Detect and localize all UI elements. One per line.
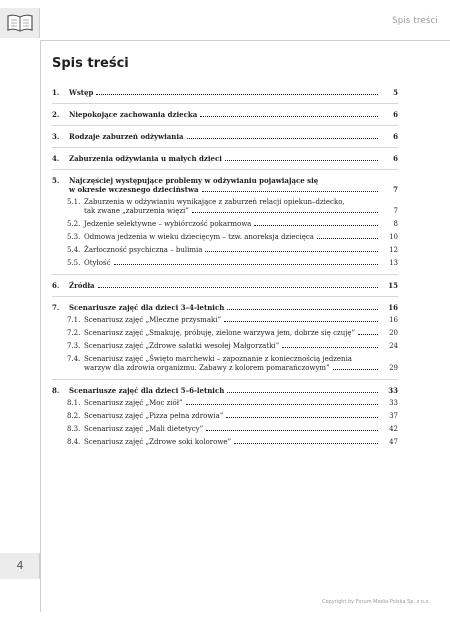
toc-entry-5[interactable]: [52, 176, 398, 185]
leader-dots: [192, 212, 378, 213]
toc-page: 7: [393, 185, 398, 194]
toc-entry-5-1[interactable]: [52, 198, 398, 207]
toc-number: 3.: [52, 132, 60, 141]
toc-number: 8.: [52, 386, 60, 395]
toc-number: 2.: [52, 110, 60, 119]
leader-dots: [317, 238, 378, 239]
leader-dots: [186, 404, 378, 405]
leader-dots: [254, 225, 378, 226]
page-number-box: [0, 553, 40, 579]
toc-number: 5.1.: [67, 198, 81, 206]
toc-title: Scenariusze zajęć dla dzieci 5–6-letnich: [69, 386, 225, 395]
section-divider: [52, 274, 398, 275]
running-head: Spis treści: [392, 16, 438, 26]
toc-title: Wstęp: [69, 88, 94, 97]
toc-page: 10: [389, 233, 398, 241]
toc-number: 6.: [52, 281, 60, 290]
leader-dots: [205, 251, 378, 252]
toc-entry-7-1[interactable]: [52, 316, 398, 325]
leader-dots: [187, 138, 378, 139]
toc-entry-5-5[interactable]: [52, 259, 398, 268]
toc-number: 7.: [52, 303, 60, 312]
leader-dots: [96, 94, 378, 95]
book-icon-box: [0, 8, 40, 38]
header-divider: [40, 40, 450, 41]
toc-title-line-2: w okresie wczesnego dzieciństwa: [69, 185, 199, 194]
section-divider: [52, 296, 398, 297]
toc-entry-5-2[interactable]: [52, 220, 398, 229]
toc-entry-5-continued[interactable]: [52, 185, 398, 194]
toc-number: 8.2.: [67, 412, 81, 420]
toc-number: 5.: [52, 176, 60, 185]
leader-dots: [227, 392, 378, 393]
toc-entry-7[interactable]: [52, 303, 398, 312]
toc-page: 8: [393, 220, 398, 228]
toc-entry-6[interactable]: [52, 281, 398, 290]
toc-title-line-1: Zaburzenia w odżywianiu wynikające z zaburzeń relacji opiekun–dziecko,: [84, 198, 345, 206]
toc-entry-7-4[interactable]: [52, 355, 398, 364]
section-divider: [52, 147, 398, 148]
leader-dots: [333, 369, 378, 370]
leader-dots: [226, 417, 378, 418]
toc-title: Scenariusz zajęć „Moc ziół”: [84, 399, 183, 407]
leader-dots: [206, 430, 378, 431]
toc-entry-8[interactable]: [52, 386, 398, 395]
toc-page: 20: [389, 329, 398, 337]
toc-title: Odmowa jedzenia w wieku dziecięcym – tzw. anoreksja dziecięca: [84, 233, 314, 241]
margin-rule: [40, 40, 41, 612]
toc-page: 33: [389, 399, 398, 407]
toc-number: 8.4.: [67, 438, 81, 446]
toc-page: 16: [389, 316, 398, 324]
page-header: [0, 0, 450, 42]
toc-title: Rodzaje zaburzeń odżywiania: [69, 132, 184, 141]
toc-entry-1[interactable]: [52, 88, 398, 97]
leader-dots: [227, 309, 378, 310]
toc-title-line-1: Najczęściej występujące problemy w odżywianiu pojawiające się: [69, 176, 319, 185]
leader-dots: [200, 116, 378, 117]
toc-page: 37: [389, 412, 398, 420]
toc-number: 7.2.: [67, 329, 81, 337]
page-title: Spis treści: [52, 56, 129, 71]
toc-page: 12: [389, 246, 398, 254]
toc-number: 5.2.: [67, 220, 81, 228]
toc-title-line-2: tak zwane „zaburzenia więzi”: [84, 207, 189, 215]
toc-title: Scenariusz zajęć „Mleczne przysmaki”: [84, 316, 222, 324]
toc-title: Scenariusz zajęć „Zdrowe soki kolorowe”: [84, 438, 232, 446]
leader-dots: [224, 321, 378, 322]
toc-title: Scenariusz zajęć „Pizza pełna zdrowia”: [84, 412, 224, 420]
toc-entry-2[interactable]: [52, 110, 398, 119]
leader-dots: [225, 160, 378, 161]
toc-page: 6: [393, 110, 398, 119]
toc-number: 1.: [52, 88, 60, 97]
toc-entry-8-2[interactable]: [52, 412, 398, 421]
toc-page: 24: [389, 342, 398, 350]
toc-title: Scenariusz zajęć „Smakuję, próbuję, zielone warzywa jem, dobrze się czuję”: [84, 329, 356, 337]
page-number: 4: [16, 559, 24, 572]
toc-page: 5: [393, 88, 398, 97]
toc-page: 6: [393, 154, 398, 163]
section-divider: [52, 103, 398, 104]
toc-page: 7: [393, 207, 398, 215]
toc-entry-8-4[interactable]: [52, 438, 398, 447]
toc-page: 15: [388, 281, 398, 290]
toc-entry-5-3[interactable]: [52, 233, 398, 242]
toc-entry-7-3[interactable]: [52, 342, 398, 351]
toc-page: 16: [388, 303, 398, 312]
toc-number: 7.3.: [67, 342, 81, 350]
toc-entry-7-2[interactable]: [52, 329, 398, 338]
table-of-contents: [52, 88, 398, 447]
toc-title: Źródła: [69, 281, 95, 290]
toc-entry-3[interactable]: [52, 132, 398, 141]
toc-page: 29: [389, 364, 398, 372]
leader-dots: [282, 347, 378, 348]
toc-title: Żarłoczność psychiczna – bulimia: [84, 246, 203, 254]
leader-dots: [234, 443, 378, 444]
toc-entry-7-4-continued[interactable]: [52, 364, 398, 373]
toc-page: 42: [389, 425, 398, 433]
toc-page: 6: [393, 132, 398, 141]
toc-title-line-1: Scenariusz zajęć „Święto marchewki – zapoznanie z koniecznością jedzenia: [84, 355, 352, 363]
leader-dots: [358, 334, 378, 335]
toc-number: 7.4.: [67, 355, 81, 363]
toc-title: Jedzenie selektywne – wybiórczość pokarmowa: [84, 220, 252, 228]
toc-page: 47: [389, 438, 398, 446]
copyright-notice: Copyright by Forum Media Polska Sp. z o.o.: [321, 599, 430, 605]
section-divider: [52, 125, 398, 126]
toc-title: Scenariusz zajęć „Mali dietetycy”: [84, 425, 204, 433]
open-book-icon: [6, 13, 34, 33]
toc-number: 8.1.: [67, 399, 81, 407]
toc-number: 4.: [52, 154, 60, 163]
toc-number: 8.3.: [67, 425, 81, 433]
toc-title: Scenariusze zajęć dla dzieci 3–4-letnich: [69, 303, 225, 312]
toc-entry-5-4[interactable]: [52, 246, 398, 255]
toc-entry-8-1[interactable]: [52, 399, 398, 408]
toc-title-line-2: warzyw dla zdrowia organizmu. Zabawy z kolorem pomarańczowym”: [84, 364, 330, 372]
toc-number: 5.3.: [67, 233, 81, 241]
toc-number: 7.1.: [67, 316, 81, 324]
toc-number: 5.5.: [67, 259, 81, 267]
toc-page: 13: [389, 259, 398, 267]
leader-dots: [114, 264, 378, 265]
section-divider: [52, 379, 398, 380]
section-divider: [52, 169, 398, 170]
toc-title: Otyłość: [84, 259, 111, 267]
toc-entry-4[interactable]: [52, 154, 398, 163]
toc-title: Niepokojące zachowania dziecka: [69, 110, 198, 119]
toc-page: 33: [388, 386, 398, 395]
toc-title: Scenariusz zajęć „Zdrowe sałatki wesołej Małgorzatki”: [84, 342, 280, 350]
toc-entry-5-1-continued[interactable]: [52, 207, 398, 216]
toc-number: 5.4.: [67, 246, 81, 254]
toc-entry-8-3[interactable]: [52, 425, 398, 434]
leader-dots: [202, 191, 378, 192]
leader-dots: [98, 287, 378, 288]
toc-title: Zaburzenia odżywiania u małych dzieci: [69, 154, 222, 163]
